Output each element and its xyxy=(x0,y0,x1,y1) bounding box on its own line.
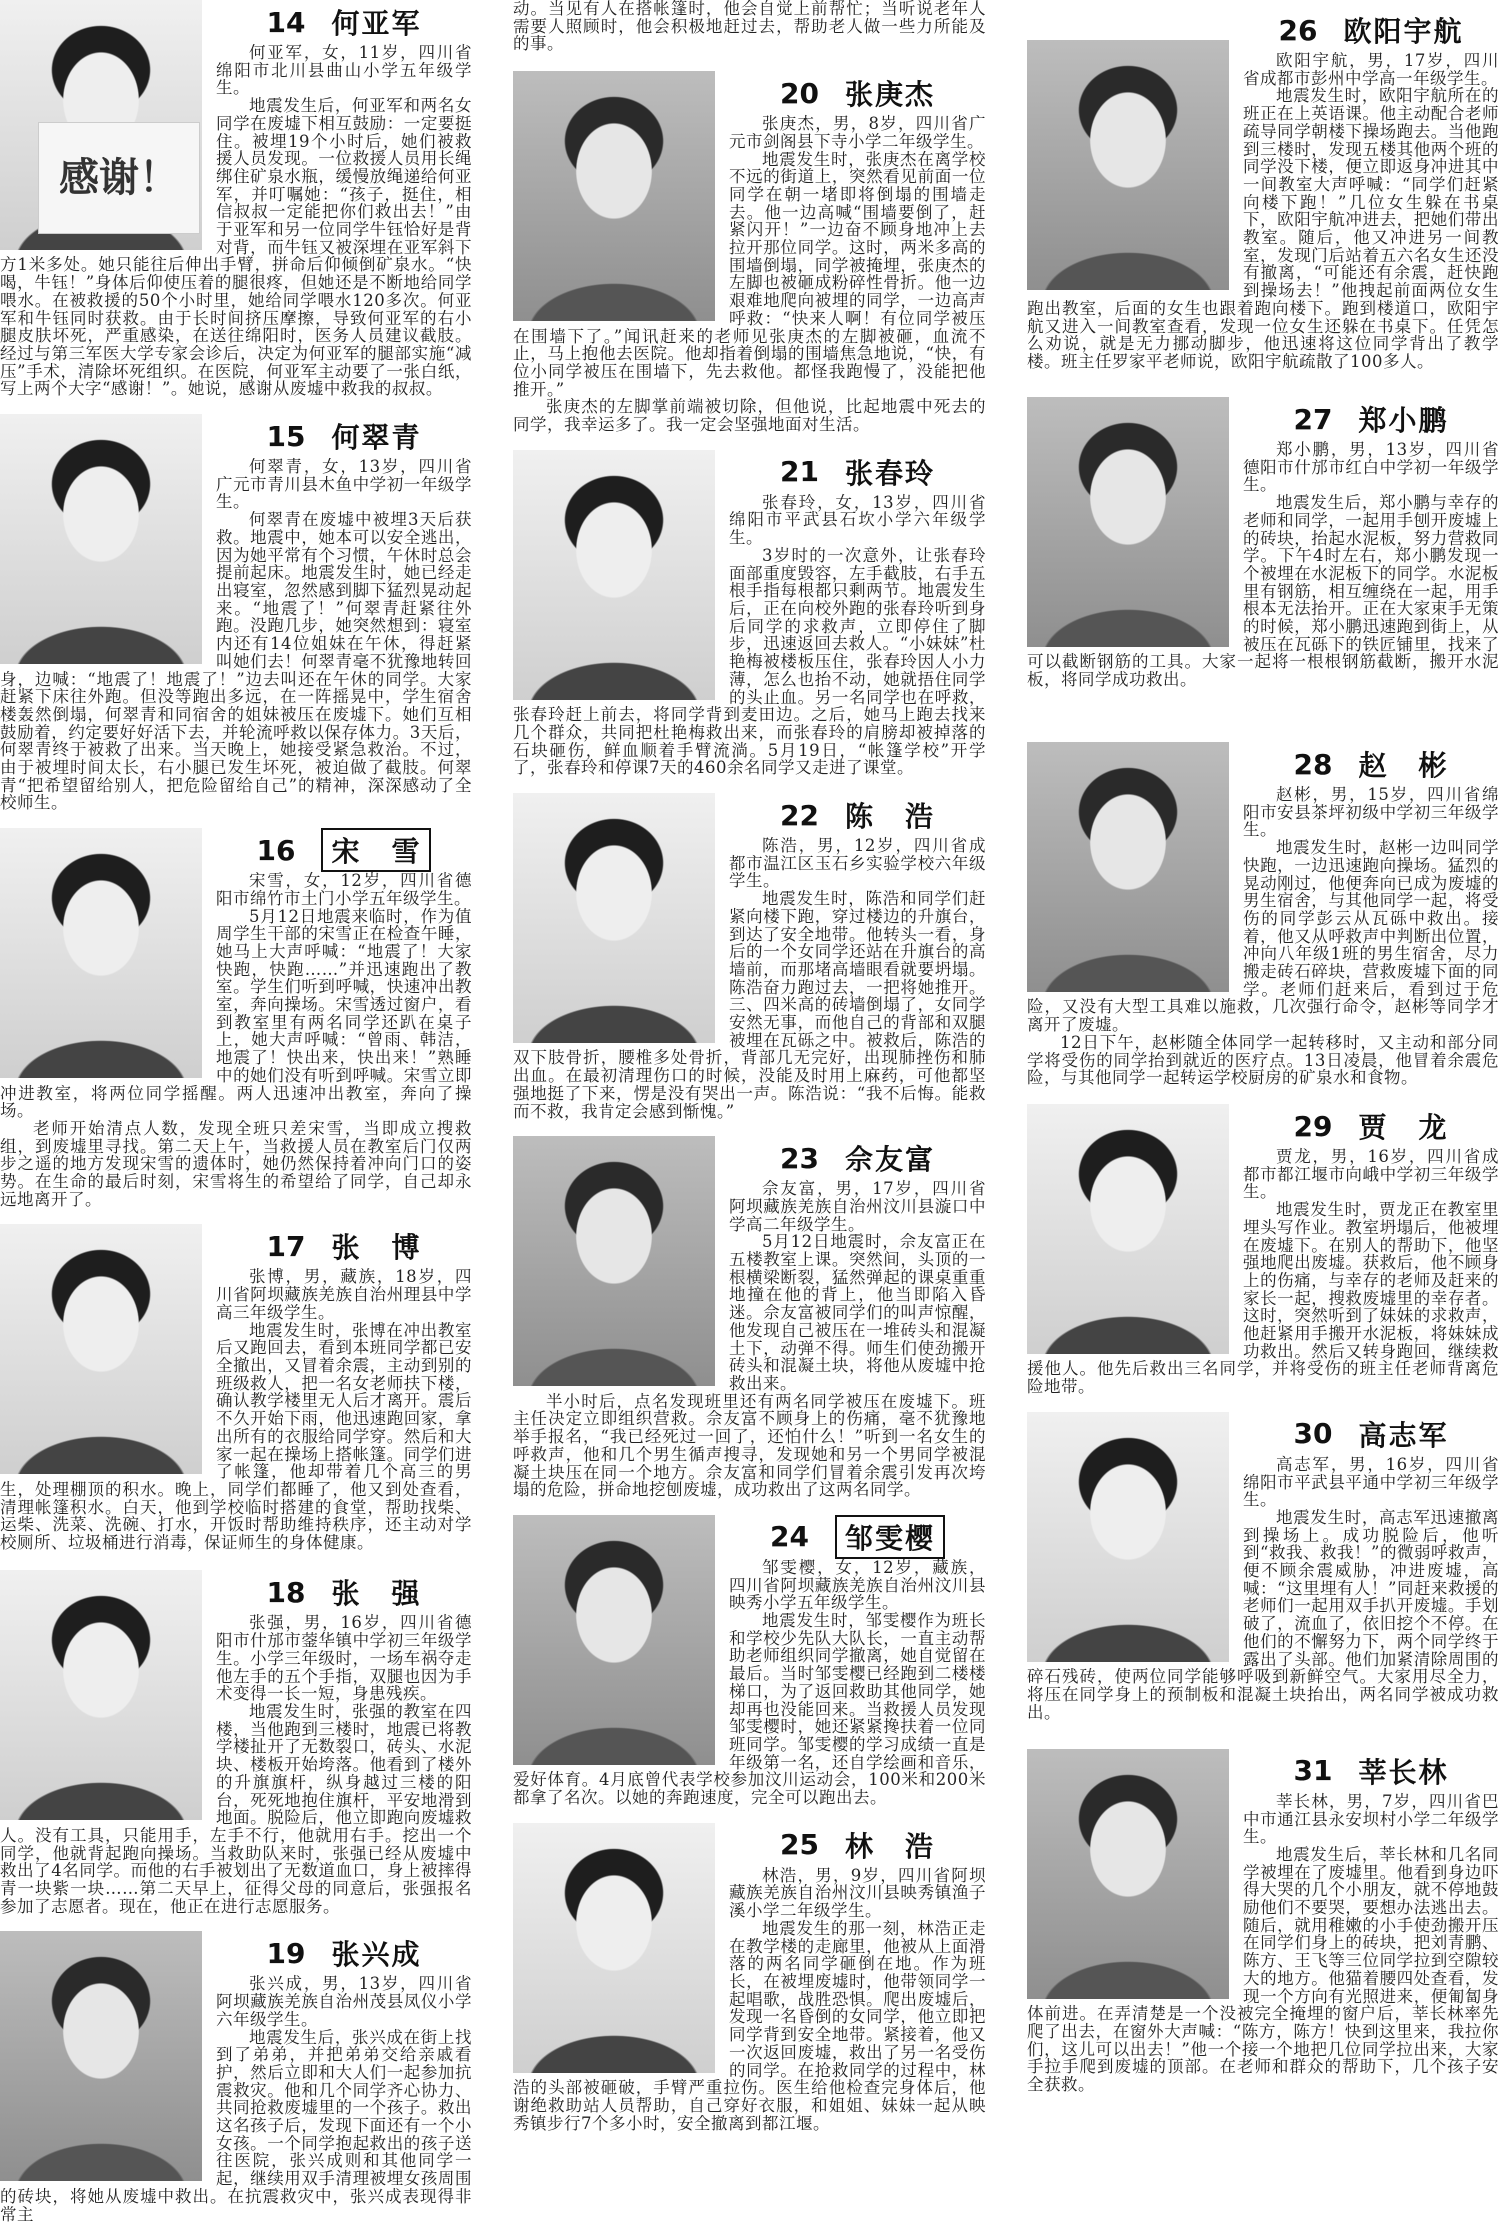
profile-heading xyxy=(1243,1104,1499,1148)
profile-story-paragraph: 5月12日地震时，佘友富正在五楼教室上课。突然间，头顶的一根横梁断裂，猛然弹起的课桌重重地撞在他的背上，他当即陷入昏迷。佘友富被同学们的叫声惊醒，他发现自己被压在一堆砖头和混凝土下，动弹不得。师生们使劲搬开砖头和混凝土块，将他从废墟中抢救出来。 xyxy=(729,1232,986,1393)
profile-heading xyxy=(729,1515,986,1559)
profile-name: 张 博 xyxy=(331,1231,422,1265)
profile-summary: 贾龙，男，16岁，四川省成都市都江堰市向峨中学初三年级学生。 xyxy=(1243,1147,1499,1202)
profile-name: 陈 浩 xyxy=(844,800,935,834)
profile-heading xyxy=(1243,8,1499,52)
profile-summary: 张强，男，16岁，四川省德阳市什邡市蓥华镇中学初三年级学生。小学三年级时，一场车祸夺走他左手的五个手指，双腿也因为手术变得一长一短，身患残疾。 xyxy=(216,1613,472,1704)
profile-number: 15 xyxy=(266,419,306,453)
profile-name: 张兴成 xyxy=(331,1938,422,1972)
portrait-photo xyxy=(1027,40,1229,290)
profile-heading xyxy=(729,793,986,837)
portrait-photo xyxy=(513,450,715,700)
profile-story-paragraph: 5月12日地震来临时，作为值周学生干部的宋雪正在检查午睡，她马上大声呼喊：“地震了！大家快跑，快跑……”并迅速跑出了教室。学生们听到呼喊，快速冲出教室，奔向操场。宋雪透过窗户，看到教室里有两名同学还趴在桌子上，她大声呼喊：“曾雨、韩洁，地震了！快出来，快出来！”熟睡中的她们没有听到呼喊。宋雪立即冲进教室，将两位同学摇醒。两人迅速冲出教室，奔向了操场。 xyxy=(0,906,472,1121)
profile-name: 贾 龙 xyxy=(1358,1111,1449,1144)
profile-story-paragraph: 12日下午，赵彬随全体同学一起转移时，又主动和部分同学将受伤的同学抬到就近的医疗点。13日凌晨，他冒着余震危险，与其他同学一起转运学校厨房的矿泉水和食物。 xyxy=(1027,1032,1499,1088)
profile-story-paragraph: 老师开始清点人数，发现全班只差宋雪，当即成立搜救组，到废墟里寻找。第二天上午，当救援人员在教室后门仅两步之遥的地方发现宋雪的遗体时，她仍然保持着冲向门口的姿势。在生命的最后时刻，宋雪将生的希望给了同学，自己却永远地离开了。 xyxy=(0,1118,472,1209)
profile-article xyxy=(1027,1104,1499,1412)
profile-article xyxy=(1027,742,1499,1104)
profile-summary: 张庚杰，男，8岁，四川省广元市剑阁县下寺小学二年级学生。 xyxy=(729,114,986,151)
profile-name: 高志军 xyxy=(1358,1418,1449,1452)
portrait-photo xyxy=(0,0,202,250)
profile-story-paragraph: 地震发生的那一刻，林浩正走在教学楼的走廊里，他被从上面滑落的两名同学砸倒在地。作为班长，在被埋废墟时，他带领同学一起唱歌，战胜恐惧。爬出废墟后，发现一名昏倒的女同学，他立即把同学背到安全地带。紧接着，他又一次返回废墟，救出了另一名受伤的同学。在抢救同学的过程中，林浩的头部被砸破，手臂严重拉伤。医生给他检查完身体后，他谢绝救助站人员帮助，自己穿好衣服，和姐姐、妹妹一起从映秀镇步行7个多小时，安全撤离到都江堰。 xyxy=(513,1918,986,2133)
profile-summary: 邹雯樱，女，12岁，藏族，四川省阿坝藏族羌族自治州汶川县映秀小学五年级学生。 xyxy=(729,1557,986,1613)
profile-number: 23 xyxy=(780,1141,819,1175)
profile-name: 佘友富 xyxy=(844,1143,935,1177)
profile-article xyxy=(513,1823,986,2149)
profile-summary: 张博，男，藏族，18岁，四川省阿坝藏族羌族自治州理县中学高三年级学生。 xyxy=(216,1267,472,1322)
profile-heading xyxy=(216,1224,472,1268)
profile-heading xyxy=(216,414,472,458)
profile-summary: 陈浩，男，12岁，四川省成都市温江区玉石乡实验学校六年级学生。 xyxy=(729,836,986,891)
photo-sign: 感谢！ xyxy=(38,122,200,234)
portrait-photo xyxy=(513,1823,715,2073)
profile-story-paragraph: 地震发生时，张庚杰在离学校不远的街道上，突然看见前面一位同学在朝一堵即将倒塌的围墙走去。他一边高喊“围墙要倒了，赶紧闪开！”一边奋不顾身地冲上去拉开那位同学。这时，两米多高的围墙倒塌，同学被掩埋，张庚杰的左脚也被砸成粉碎性骨折。他一边艰难地爬向被埋的同学，一边高声呼救：“快来人啊！有位同学被压在围墙下了。”闻讯赶来的老师见张庚杰的左脚被砸，血流不止，马上抱他去医院。他却指着倒塌的围墙焦急地说，“快，有位小同学被压在围墙下，先去救他。都怪我跑慢了，没能把他推开。” xyxy=(513,149,986,399)
portrait-photo xyxy=(1027,1104,1229,1354)
profile-article xyxy=(0,0,472,414)
profile-heading xyxy=(216,1570,472,1614)
profile-summary: 高志军，男，16岁，四川省绵阳市平武县平通中学初三年级学生。 xyxy=(1243,1454,1499,1510)
profile-story-paragraph: 地震发生后，郑小鹏与幸存的老师和同学，一起用手刨开废墟上的砖块，抬起水泥板，努力营救同学。下午4时左右，郑小鹏发现一个被埋在水泥板下的同学。水泥板里有钢筋，相互缠绕在一起，用手根本无法抬开。正在大家束手无策的时候，郑小鹏迅速跑到街上，从被压在瓦砾下的铁匠铺里，找来了可以截断钢筋的工具。大家一起将一根根钢筋截断，搬开水泥板，将同学成功救出。 xyxy=(1027,493,1499,690)
profile-article xyxy=(0,1224,472,1570)
column-1 xyxy=(0,0,472,2239)
profile-article xyxy=(513,71,986,450)
profile-name: 张庚杰 xyxy=(844,78,935,112)
portrait-photo xyxy=(513,71,715,321)
profile-name: 张 强 xyxy=(331,1577,422,1611)
profile-article xyxy=(0,828,472,1224)
profile-heading xyxy=(729,1136,986,1180)
profile-story-paragraph: 地震发生时，欧阳宇航所在的班正在上英语课。他主动配合老师疏导同学朝楼下操场跑去。当他跑到三楼时，发现五楼其他两个班的同学没下楼，便立即返身冲进其中一间教室大声呼喊：“同学们赶紧向楼下跑！”几位女生躲在书桌下，欧阳宇航冲进去，把她们带出教室。随后，他又冲进另一间教室，发现门后站着五六名女生还没有撤离，“可能还有余震，赶快跑到操场去！”他拽起前面两位女生跑出教室，后面的女生也跟着跑向楼下。跑到楼道口，欧阳宇航又进入一间教室查看，发现一位女生还躲在书桌下。任凭怎么劝说，就是无力挪动脚步，他迅速将这位同学背出了教学楼。班主任罗家平老师说，欧阳宇航疏散了100多人。 xyxy=(1027,86,1499,371)
profile-name: 郑小鹏 xyxy=(1358,404,1449,437)
portrait-photo xyxy=(513,1136,715,1386)
profile-story-paragraph: 3岁时的一次意外，让张春玲面部重度毁容，左手截肢，右手五根手指每根都只剩两节。地震发生后，正在向校外跑的张春玲听到身后同学的求救声，立即停住了脚步，迅速返回去救人。“小妹妹”杜艳梅被楼板压住，张春玲因人小力薄，怎么也抬不动，她就捂住同学的头止血。另一名同学也在呼救，张春玲赶上前去，将同学背到麦田边。之后，她马上跑去找来几个群众，共同把杜艳梅救出来，而张春玲的肩膀却被掉落的石块砸伤，鲜血顺着手臂流淌。5月19日，“帐篷学校”开学了，张春玲和停课7天的460余名同学又走进了课堂。 xyxy=(513,545,986,778)
portrait-photo xyxy=(1027,1749,1229,1999)
profile-article xyxy=(0,1570,472,1931)
profile-heading xyxy=(1243,1749,1499,1793)
column-3 xyxy=(1027,0,1499,2110)
profile-name: 邹雯樱 xyxy=(835,1515,945,1559)
profile-number: 19 xyxy=(266,1936,306,1970)
profile-article xyxy=(513,793,986,1136)
profile-number: 24 xyxy=(770,1520,809,1554)
profile-number: 17 xyxy=(266,1229,306,1263)
profile-article xyxy=(1027,1749,1499,2110)
profile-article xyxy=(0,414,472,828)
profile-number: 30 xyxy=(1293,1417,1333,1451)
profile-summary: 莘长林，男，7岁，四川省巴中市通江县永安坝村小学二年级学生。 xyxy=(1243,1791,1499,1847)
profile-article xyxy=(1027,1412,1499,1749)
profile-summary: 欧阳宇航，男，17岁，四川省成都市彭州中学高一年级学生。 xyxy=(1243,51,1499,88)
profile-article xyxy=(513,1136,986,1515)
profile-article xyxy=(513,450,986,793)
profile-article xyxy=(513,1515,986,1823)
profile-article xyxy=(1027,397,1499,742)
portrait-photo xyxy=(513,1515,715,1765)
profile-story-paragraph: 地震发生时，贾龙正在教室里埋头写作业。教室坍塌后，他被埋在废墟下。在别人的帮助下，他坚强地爬出废墟。获救后，他不顾身上的伤痛，与幸存的老师及赶来的家长一起，搜救废墟里的幸存者。这时，突然听到了妹妹的求救声，他赶紧用手搬开水泥板，将妹妹成功救出。然后又转身跑回，继续救援他人。他先后救出三名同学，并将受伤的班主任老师背离危险地带。 xyxy=(1027,1200,1499,1397)
profile-number: 16 xyxy=(256,833,296,867)
portrait-photo xyxy=(0,1224,202,1474)
profile-number: 18 xyxy=(266,1575,306,1609)
column-2 xyxy=(513,0,986,2148)
profile-article xyxy=(0,1931,472,2239)
profile-story-paragraph: 地震发生时，张强的教室在四楼，当他跑到三楼时，地震已将教学楼扯开了无数裂口，砖头、水泥块、楼板开始垮落。他看到了楼外的升旗旗杆，纵身越过三楼的阳台，死死地抱住旗杆，平安地滑到地面。脱险后，他立即跑向废墟救人。没有工具，只能用手，左手不行，他就用右手。挖出一个同学，他就背起跑向操场。当救助队来时，张强已经从废墟中救出了4名同学。而他的右手被划出了无数道血口，身上被摔得青一块紫一块……第二天早上，征得父母的同意后，张强报名参加了志愿者。现在，他正在进行志愿服务。 xyxy=(0,1702,472,1916)
profile-heading xyxy=(216,1931,472,1975)
profile-number: 21 xyxy=(780,455,819,489)
profile-name: 何翠青 xyxy=(331,421,422,455)
profile-heading xyxy=(729,1823,986,1867)
profile-story-paragraph: 地震发生时，赵彬一边叫同学快跑，一边迅速跑向操场。猛烈的晃动刚过，他便奔向已成为废墟的男生宿舍，与其他同学一起，将受伤的同学彭云从瓦砾中救出。接着，他又从呼救声中判断出位置，冲向八年级1班的男生宿舍，尽力搬走砖石碎块，营救废墟下面的同学。老师们赶来后，看到过于危险，又没有大型工具难以施救，几次强行命令，赵彬等同学才离开了废墟。 xyxy=(1027,838,1499,1035)
profile-story-paragraph: 地震发生后，何亚军和两名女同学在废墟下相互鼓励：一定要挺住。被埋19个小时后，她们被救援人员发现。一位救援人员用长绳绑住矿泉水瓶，缓慢放绳递给何亚军，并叮嘱她：“孩子，挺住，相信叔叔一定能把你们救出去！”由于亚军和另一位同学牛钰恰好是背对背，而牛钰又被深埋在亚军斜下方1米多处。她只能往后伸出手臂，拼命后仰倾倒矿泉水。“快喝，牛钰！”身体后仰使压着的腿很疼，但她还是不断地给同学喂水。在被救援的50个小时里，她给同学喂水120多次。何亚军和牛钰同时获救。由于长时间挤压摩擦，导致何亚军的右小腿皮肤坏死，严重感染，在送往绵阳时，医务人员建议截肢。经过与第三军医大学专家会诊后，决定为何亚军的腿部实施“减压”手术，清除坏死组织。在医院，何亚军主动要了一张白纸，写上两个大字“感谢！”。她说，感谢从废墟中救我的叔叔。 xyxy=(0,96,472,399)
profile-summary: 宋雪，女，12岁，四川省德阳市绵竹市土门小学五年级学生。 xyxy=(216,871,472,908)
portrait-photo xyxy=(0,414,202,664)
profile-heading xyxy=(729,71,986,115)
portrait-photo xyxy=(0,828,202,1078)
profile-summary: 郑小鹏，男，13岁，四川省德阳市什邡市红白中学初一年级学生。 xyxy=(1243,440,1499,495)
portrait-photo xyxy=(1027,1412,1229,1662)
profile-summary: 何亚军，女，11岁，四川省绵阳市北川县曲山小学五年级学生。 xyxy=(216,43,472,98)
profile-summary: 张春玲，女，13岁，四川省绵阳市平武县石坎小学六年级学生。 xyxy=(729,492,986,548)
profile-story-paragraph: 地震发生时，张博在冲出教室后又跑回去，看到本班同学都已安全撤出，又冒着余震，主动到别的班级救人，把一名女老师扶下楼，确认教学楼里无人后才离开。震后不久开始下雨，他迅速跑回家，拿出所有的衣服给同学穿。然后和大家一起在操场上搭帐篷。同学们进了帐篷，他却带着几个高三的男生，处理棚顶的积水。晚上，同学们都睡了，他又到处查看，清理帐篷积水。白天，他到学校临时搭建的食堂，帮助找柴、运柴、洗菜、洗碗、打水，开饭时帮助维持秩序，还主动对学校厕所、垃圾桶进行消毒，保证师生的身体健康。 xyxy=(0,1320,472,1553)
profile-heading xyxy=(1243,742,1499,786)
profile-number: 20 xyxy=(780,76,819,110)
portrait-photo xyxy=(0,1570,202,1820)
profile-story-paragraph: 地震发生时，陈浩和同学们赶紧向楼下跑，穿过楼边的升旗台，到达了安全地带。他转头一看，身后的一个女同学还站在升旗台的高墙前，而那堵高墙眼看就要坍塌。陈浩奋力跑过去，一把将她推开。三、四米高的砖墙倒塌了，女同学安然无事，而他自己的背部和双腿被埋在瓦砾之中。被救后，陈浩的双下肢骨折，腰椎多处骨折，背部几无完好，出现肺挫伤和肺出血。在最初清理伤口的时候，没能及时用上麻药，可他都坚强地挺了下来，愣是没有哭出一声。陈浩说：“我不后悔。能救而不救，我肯定会感到惭愧。” xyxy=(513,889,986,1121)
profile-number: 26 xyxy=(1278,13,1318,47)
portrait-photo xyxy=(513,793,715,1043)
profile-story-paragraph: 何翠青在废墟中被埋3天后获救。地震中，她本可以安全逃出，因为她平常有个习惯，午休时总会提前起床。地震发生时，她已经走出寝室，忽然感到脚下猛烈晃动起来。“地震了！”何翠青赶紧往外跑。没跑几步，她突然想到：寝室内还有14位姐妹在午休，得赶紧叫她们去！何翠青毫不犹豫地转回身，边喊：“地震了！地震了！”边去叫还在午休的同学。大家赶紧下床往外跑。但没等跑出多远，在一阵摇晃中，学生宿舍楼轰然倒塌，何翠青和同宿舍的姐妹被压在废墟下。她们互相鼓励着，约定要好好活下去，并轮流呼救以保存体力。3天后，何翠青终于被救了出来。当天晚上，她接受紧急救治。不过，由于被埋时间太长，右小腿已发生坏死，被迫做了截肢。何翠青“把希望留给别人，把危险留给自己”的精神，深深感动了全校师生。 xyxy=(0,510,472,813)
portrait-photo xyxy=(1027,742,1229,992)
profile-number: 28 xyxy=(1293,747,1333,781)
profile-story-paragraph: 地震发生时，高志军迅速撤离到操场上。成功脱险后，他听到“救我、救我！”的微弱呼救声，便不顾余震威胁，冲进废墟，高喊：“这里埋有人！”同赶来救援的老师们一起用双手扒开废墟。手划破了，流血了，依旧挖个不停。在他们的不懈努力下，两个同学终于露出了头部。他们加紧清除周围的碎石残砖，使两位同学能够呼吸到新鲜空气。大家用尽全力，将压在同学身上的预制板和混凝土块抬出，两名同学被成功救出。 xyxy=(1027,1507,1499,1722)
profile-story-paragraph: 地震发生后，莘长林和几名同学被埋在了废墟里。他看到身边吓得大哭的几个小朋友，就不停地鼓励他们不要哭，要想办法逃出去。随后，就用稚嫩的小手使劲搬开压在同学们身上的砖块，把刘青鹏、陈方、王飞等三位同学拉到空隙较大的地方。他猫着腰四处查看，发现一个方向有光照进来，便匍匐身体前进。在弄清楚是一个没被完全掩埋的窗户后，莘长林率先爬了出去，在窗外大声喊：“陈方，陈方！快到这里来，我拉你们，这儿可以出去！”他一个接一个地把几位同学拉出来，大家手拉手爬到废墟的顶部。在老师和群众的帮助下，几个孩子安全获救。 xyxy=(1027,1844,1499,2095)
profile-summary: 赵彬，男，15岁，四川省绵阳市安县茶坪初级中学初三年级学生。 xyxy=(1243,785,1499,840)
profile-story-paragraph: 地震发生时，邹雯樱作为班长和学校少先队大队长，一直主动帮助老师组织同学撤离，她自觉留在最后。当时邹雯樱已经跑到二楼楼梯口，为了返回救助其他同学，她却再也没能回来。当救援人员发现邹雯樱时，她还紧紧搀扶着一位同班同学。邹雯樱的学习成绩一直是年级第一名，还自学绘画和音乐，爱好体育。4月底曾代表学校参加汶川运动会，100米和200米都拿了名次。以她的奔跑速度，完全可以跑出去。 xyxy=(513,1611,986,1808)
profile-heading xyxy=(216,828,472,872)
portrait-photo xyxy=(0,1931,202,2181)
profile-number: 29 xyxy=(1293,1109,1333,1143)
profile-story-paragraph: 半小时后，点名发现班里还有两名同学被压在废墟下。班主任决定立即组织营救。佘友富不顾身上的伤痛，毫不犹豫地举手报名，“我已经死过一回了，还怕什么！”听到一名女生的呼救声，他和几个男生循声搜寻，发现她和另一个男同学被混凝土块压在同一个地方。佘友富和同学们冒着余震引发再次垮塌的危险，拼命地挖刨废墟，成功救出了这两名同学。 xyxy=(513,1391,986,1500)
profile-name: 张春玲 xyxy=(844,456,935,490)
portrait-photo xyxy=(1027,397,1229,647)
profile-heading xyxy=(1243,397,1499,441)
profile-name: 莘长林 xyxy=(1358,1755,1449,1789)
profile-name: 宋 雪 xyxy=(321,828,431,872)
profile-number: 31 xyxy=(1293,1754,1333,1788)
profile-article xyxy=(1027,0,1499,397)
profile-number: 27 xyxy=(1293,402,1333,436)
profile-summary: 何翠青，女，13岁，四川省广元市青川县木鱼中学初一年级学生。 xyxy=(216,457,472,512)
profile-name: 欧阳宇航 xyxy=(1343,15,1464,48)
profile-name: 何亚军 xyxy=(331,7,422,40)
continued-article-text: 动。当见有人在搭帐篷时，他会自觉上前帮忙；当听说老年人需要人照顾时，他会积极地赶过去，帮助老人做一些力所能及的事。 xyxy=(513,0,986,54)
profile-number: 14 xyxy=(266,5,306,39)
profile-summary: 张兴成，男，13岁，四川省阿坝藏族羌族自治州茂县凤仪小学六年级学生。 xyxy=(216,1974,472,2029)
profile-summary: 林浩，男，9岁，四川省阿坝藏族羌族自治州汶川县映秀镇渔子溪小学二年级学生。 xyxy=(729,1865,986,1921)
profile-name: 赵 彬 xyxy=(1358,749,1449,782)
profile-summary: 佘友富，男，17岁，四川省阿坝藏族羌族自治州汶川县漩口中学高二年级学生。 xyxy=(729,1179,986,1234)
profile-heading xyxy=(216,0,472,44)
profile-heading xyxy=(1243,1412,1499,1456)
profile-name: 林 浩 xyxy=(844,1829,935,1863)
profile-story-paragraph: 张庚杰的左脚掌前端被切除，但他说，比起地震中死去的同学，我幸运多了。我一定会坚强地面对生活。 xyxy=(513,397,986,435)
profile-number: 25 xyxy=(780,1828,819,1862)
profile-number: 22 xyxy=(780,798,819,832)
profile-story-paragraph: 地震发生后，张兴成在街上找到了弟弟，并把弟弟交给亲戚看护，然后立即和大人们一起参加抗震救灾。他和几个同学齐心协力、共同抢救废墟里的一个孩子。救出这名孩子后，发现下面还有一个小女孩。一个同学抱起救出的孩子送往医院，张兴成则和其他同学一起，继续用双手清理被埋女孩周围的砖块，将她从废墟中救出。在抗震救灾中，张兴成表现得非常主 xyxy=(0,2027,472,2224)
profile-heading xyxy=(729,450,986,494)
